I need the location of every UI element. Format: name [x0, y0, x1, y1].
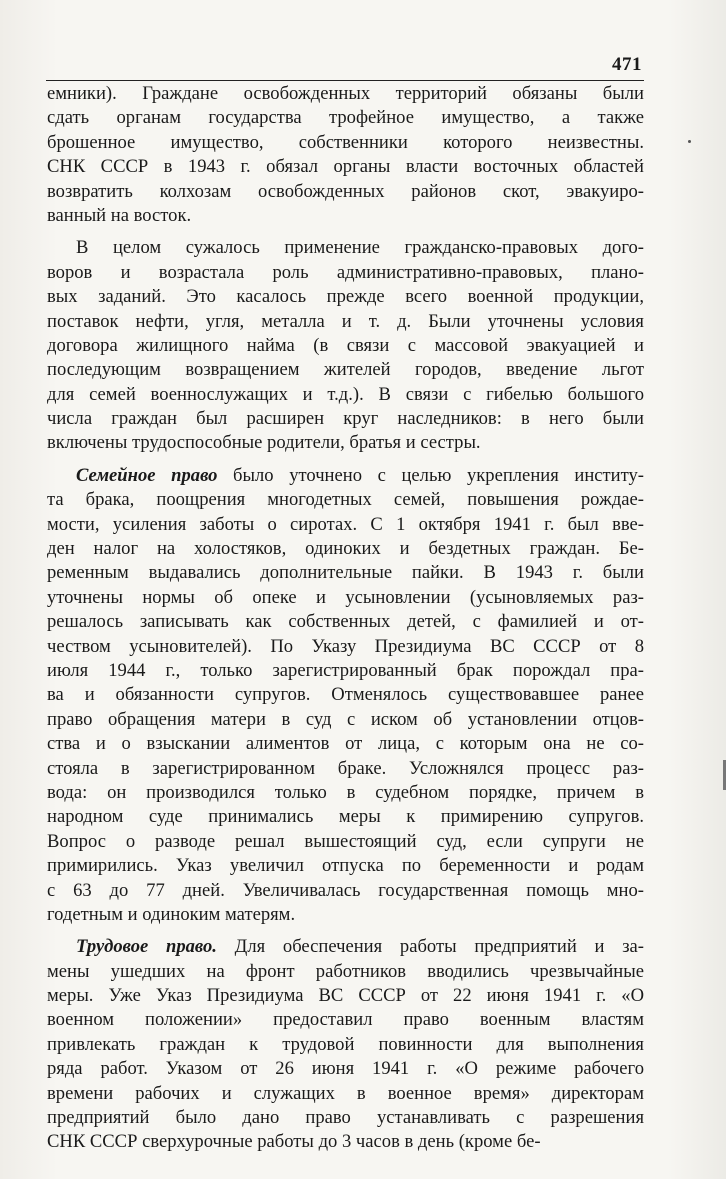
text-line: числа граждан был расширен круг наследников: в него были	[47, 408, 644, 430]
paragraph-gap	[47, 228, 644, 236]
text-line: право обращения матери в суд с иском об установлении отцов-	[47, 708, 644, 730]
text-line: стояла в зарегистрированном браке. Усложнялся процесс раз-	[47, 757, 644, 779]
text-line	[47, 935, 644, 959]
text-line: предприятий было дано право устанавливать с разрешения	[47, 1107, 644, 1129]
text-line: ременным выдавались дополнительные пайки. В 1943 г. были	[47, 562, 644, 584]
text-line: мости, усиления заботы о сиротах. С 1 октября 1941 г. был вве-	[47, 513, 644, 535]
text-line: СНК СССР в 1943 г. обязал органы власти восточных областей	[47, 156, 644, 178]
text-line: ден налог на холостяков, одиноких и бездетных граждан. Бе-	[47, 538, 644, 560]
text-line: военном положении» предоставил право военным властям	[47, 1009, 644, 1031]
text-line: мены ушедших на фронт работников вводились чрезвычайные	[47, 960, 644, 982]
text-line: годетным и одиноким матерям.	[47, 903, 296, 925]
text-line: вода: он производился только в судебном порядке, причем в	[47, 781, 644, 803]
text-line: возвратить колхозам освобожденных районов скот, эвакуиро-	[47, 180, 644, 202]
text-line: меры. Уже Указ Президиума ВС СССР от 22 июня 1941 г. «О	[47, 985, 644, 1007]
text-line: ряда работ. Указом от 26 июня 1941 г. «О режиме рабочего	[47, 1058, 644, 1080]
text-line: с 63 до 77 дней. Увеличивалась государственная помощь мно-	[47, 879, 644, 901]
paragraph	[47, 935, 644, 1155]
text-line: та брака, поощрения многодетных семей, повышения рождае-	[47, 489, 644, 511]
body-text	[47, 82, 644, 1155]
text-line: чеством усыновителей). По Указу Президиума ВС СССР от 8	[47, 635, 644, 657]
text-line: В целом сужалось применение гражданско-правовых дого-	[76, 237, 644, 259]
paragraph-gap	[47, 456, 644, 464]
page-number: 471	[612, 54, 642, 75]
text-line: ства и о взыскании алиментов от лица, с которым она не со-	[47, 733, 644, 755]
text-line: емники). Граждане освобожденных территорий обязаны были	[47, 83, 644, 104]
line-text: Для обеспечения работы предприятий и за-	[216, 936, 644, 958]
section-term: Семейное право	[76, 464, 218, 486]
text-line: воров и возрастала роль административно-правовых, плано-	[47, 261, 644, 283]
text-line: времени рабочих и служащих в военное время» директорам	[47, 1082, 644, 1104]
text-line: Вопрос о разводе решал вышестоящий суд, если супруги не	[47, 830, 644, 852]
text-line: примирились. Указ увеличил отпуска по беременности и родам	[47, 855, 644, 877]
text-line: привлекать граждан к трудовой повинности для выполнения	[47, 1033, 644, 1055]
text-line: ва и обязанности супругов. Отменялось существовавшее ранее	[47, 684, 644, 706]
text-line	[47, 464, 644, 488]
section-term: Трудовое право.	[76, 936, 217, 958]
text-line: СНК СССР сверхурочные работы до 3 часов в день (кроме бе-	[47, 1131, 541, 1153]
text-line: вых заданий. Это касалось прежде всего военной продукции,	[47, 286, 644, 308]
paragraph	[47, 82, 644, 228]
text-line: последующим возвращением жителей городов, введение льгот	[47, 359, 644, 381]
text-line: поставок нефти, угля, металла и т. д. Были уточнены условия	[47, 310, 644, 332]
text-line: уточнены нормы об опеке и усыновлении (усыновляемых раз-	[47, 586, 644, 608]
paragraph-gap	[47, 927, 644, 935]
text-line: ванный на восток.	[47, 204, 192, 226]
text-line: договора жилищного найма (в связи с массовой эвакуацией и	[47, 334, 644, 356]
paragraph	[47, 464, 644, 927]
text-line: для семей военнослужащих и т.д.). В связи с гибелью большого	[47, 383, 644, 405]
text-line: брошенное имущество, собственники которого неизвестны.	[47, 131, 644, 153]
paragraph	[47, 236, 644, 456]
text-line: сдать органам государства трофейное имущество, а также	[47, 107, 644, 129]
text-line: июля 1944 г., только зарегистрированный брак порождал пра-	[47, 659, 644, 681]
header-rule	[46, 80, 644, 81]
text-line: народном суде принимались меры к примирению супругов.	[47, 806, 644, 828]
line-text: было уточнено с целью укрепления институ-	[217, 464, 644, 486]
scan-speck	[688, 140, 691, 143]
text-line: решалось записывать как собственных детей, с фамилией и от-	[47, 611, 644, 633]
text-line: включены трудоспособные родители, братья и сестры.	[47, 432, 481, 454]
